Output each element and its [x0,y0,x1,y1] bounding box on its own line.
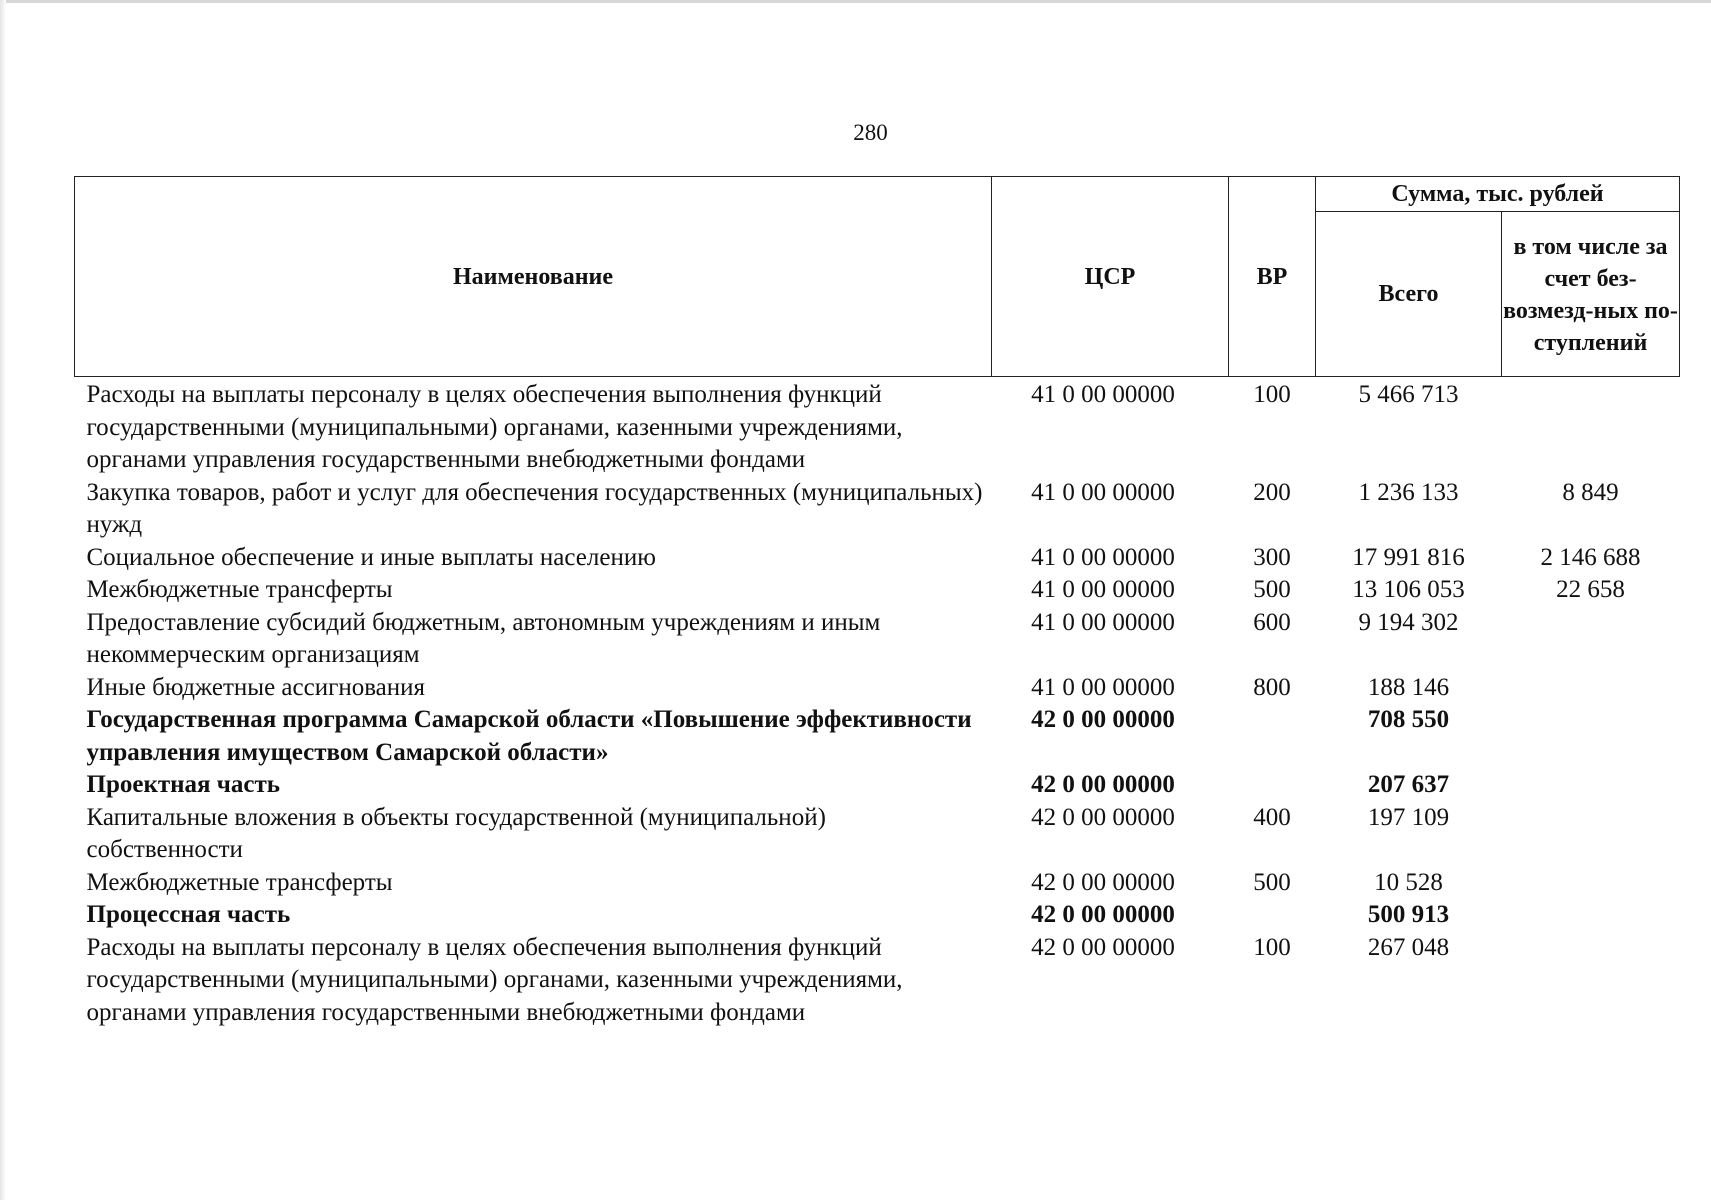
row-csr: 41 0 00 00000 [1031,576,1175,603]
row-csr: 42 0 00 00000 [1031,803,1175,831]
row-total: 708 550 [1367,706,1450,733]
table-row [75,704,1680,769]
row-vr: 100 [1253,381,1291,408]
table-row [75,899,1680,932]
table-row [75,377,1680,477]
table-row [75,802,1680,867]
row-vr: 400 [1253,803,1291,831]
table-row [75,867,1680,900]
row-gift [1502,607,1680,672]
table-body [75,377,1680,1030]
header-sum: Сумма, тыс. рублей [1316,177,1680,212]
row-total: 207 637 [1367,771,1450,798]
header-total: Всего [1316,212,1502,377]
scan-edge [0,0,1711,3]
table-row [75,542,1680,575]
row-csr: 42 0 00 00000 [1031,771,1175,798]
row-vr [1229,704,1316,769]
row-name: Закупка товаров, работ и услуг для обеспечения государственных (муниципальных) нужд [86,478,983,538]
header-gift: в том числе за счет без-возмезд-ных по-ступлений [1502,212,1680,377]
row-gift [1502,769,1680,802]
row-gift [1502,867,1680,900]
row-name: Иные бюджетные ассигнования [86,673,426,701]
table-row [75,574,1680,607]
row-name: Капитальные вложения в объекты государственной (муниципальной) собственности [86,803,826,863]
row-csr: 42 0 00 00000 [1031,868,1175,896]
table-row [75,607,1680,672]
row-name: Процессная часть [86,901,291,928]
table-row [75,477,1680,542]
budget-table [74,176,1680,1029]
row-name: Расходы на выплаты персоналу в целях обеспечения выполнения функций государственными (муниципальными) органами, казенными учреждениями, органами управления государственными внебюджетными фондами [86,381,903,473]
header-csr: ЦСР [992,177,1229,377]
page-number: 280 [853,120,888,145]
row-csr: 42 0 00 00000 [1031,901,1175,928]
row-vr [1229,899,1316,932]
row-vr: 500 [1253,576,1291,603]
table-row [75,672,1680,705]
header-name: Наименование [75,177,992,377]
row-gift: 2 146 688 [1540,543,1641,571]
row-total: 5 466 713 [1358,381,1459,408]
scan-edge [0,0,6,1200]
row-name: Межбюджетные трансферты [86,576,393,603]
row-gift [1502,932,1680,1030]
row-vr: 500 [1253,868,1291,896]
row-gift [1502,704,1680,769]
row-csr: 41 0 00 00000 [1031,673,1175,701]
row-gift [1502,802,1680,867]
row-total: 500 913 [1367,901,1450,928]
row-vr: 100 [1253,933,1291,961]
row-name: Социальное обеспечение и иные выплаты населению [86,543,656,571]
row-csr: 41 0 00 00000 [1031,381,1175,408]
row-total: 10 528 [1374,868,1443,896]
row-total: 188 146 [1367,673,1450,701]
row-gift [1502,377,1680,477]
row-name: Государственная программа Самарской области «Повышение эффективности управления имуществом Самарской области» [86,706,972,766]
row-gift: 8 849 [1562,478,1619,506]
row-gift: 22 658 [1556,576,1625,603]
row-vr [1229,769,1316,802]
row-total: 1 236 133 [1358,478,1459,506]
row-csr: 41 0 00 00000 [1031,543,1175,571]
row-name: Расходы на выплаты персоналу в целях обеспечения выполнения функций государственными (муниципальными) органами, казенными учреждениями, органами управления государственными внебюджетными фондами [86,933,903,1026]
row-vr: 300 [1253,543,1291,571]
row-total: 197 109 [1367,803,1450,831]
table-row [75,769,1680,802]
row-gift [1502,672,1680,705]
row-name: Предоставление субсидий бюджетным, автономным учреждениям и иным некоммерческим организациям [86,608,881,668]
row-csr: 41 0 00 00000 [1031,608,1175,636]
row-vr: 200 [1253,478,1291,506]
row-name: Проектная часть [86,771,281,798]
row-total: 9 194 302 [1358,608,1459,636]
row-total: 13 106 053 [1352,576,1465,603]
row-vr: 600 [1253,608,1291,636]
row-vr: 800 [1253,673,1291,701]
table-header [75,177,1680,377]
row-csr: 42 0 00 00000 [1031,706,1175,733]
row-name: Межбюджетные трансферты [86,868,393,896]
row-total: 17 991 816 [1352,543,1465,571]
header-vr: ВР [1229,177,1316,377]
row-gift [1502,899,1680,932]
row-csr: 42 0 00 00000 [1031,933,1175,961]
table-row [75,932,1680,1030]
row-csr: 41 0 00 00000 [1031,478,1175,506]
row-total: 267 048 [1367,933,1450,961]
